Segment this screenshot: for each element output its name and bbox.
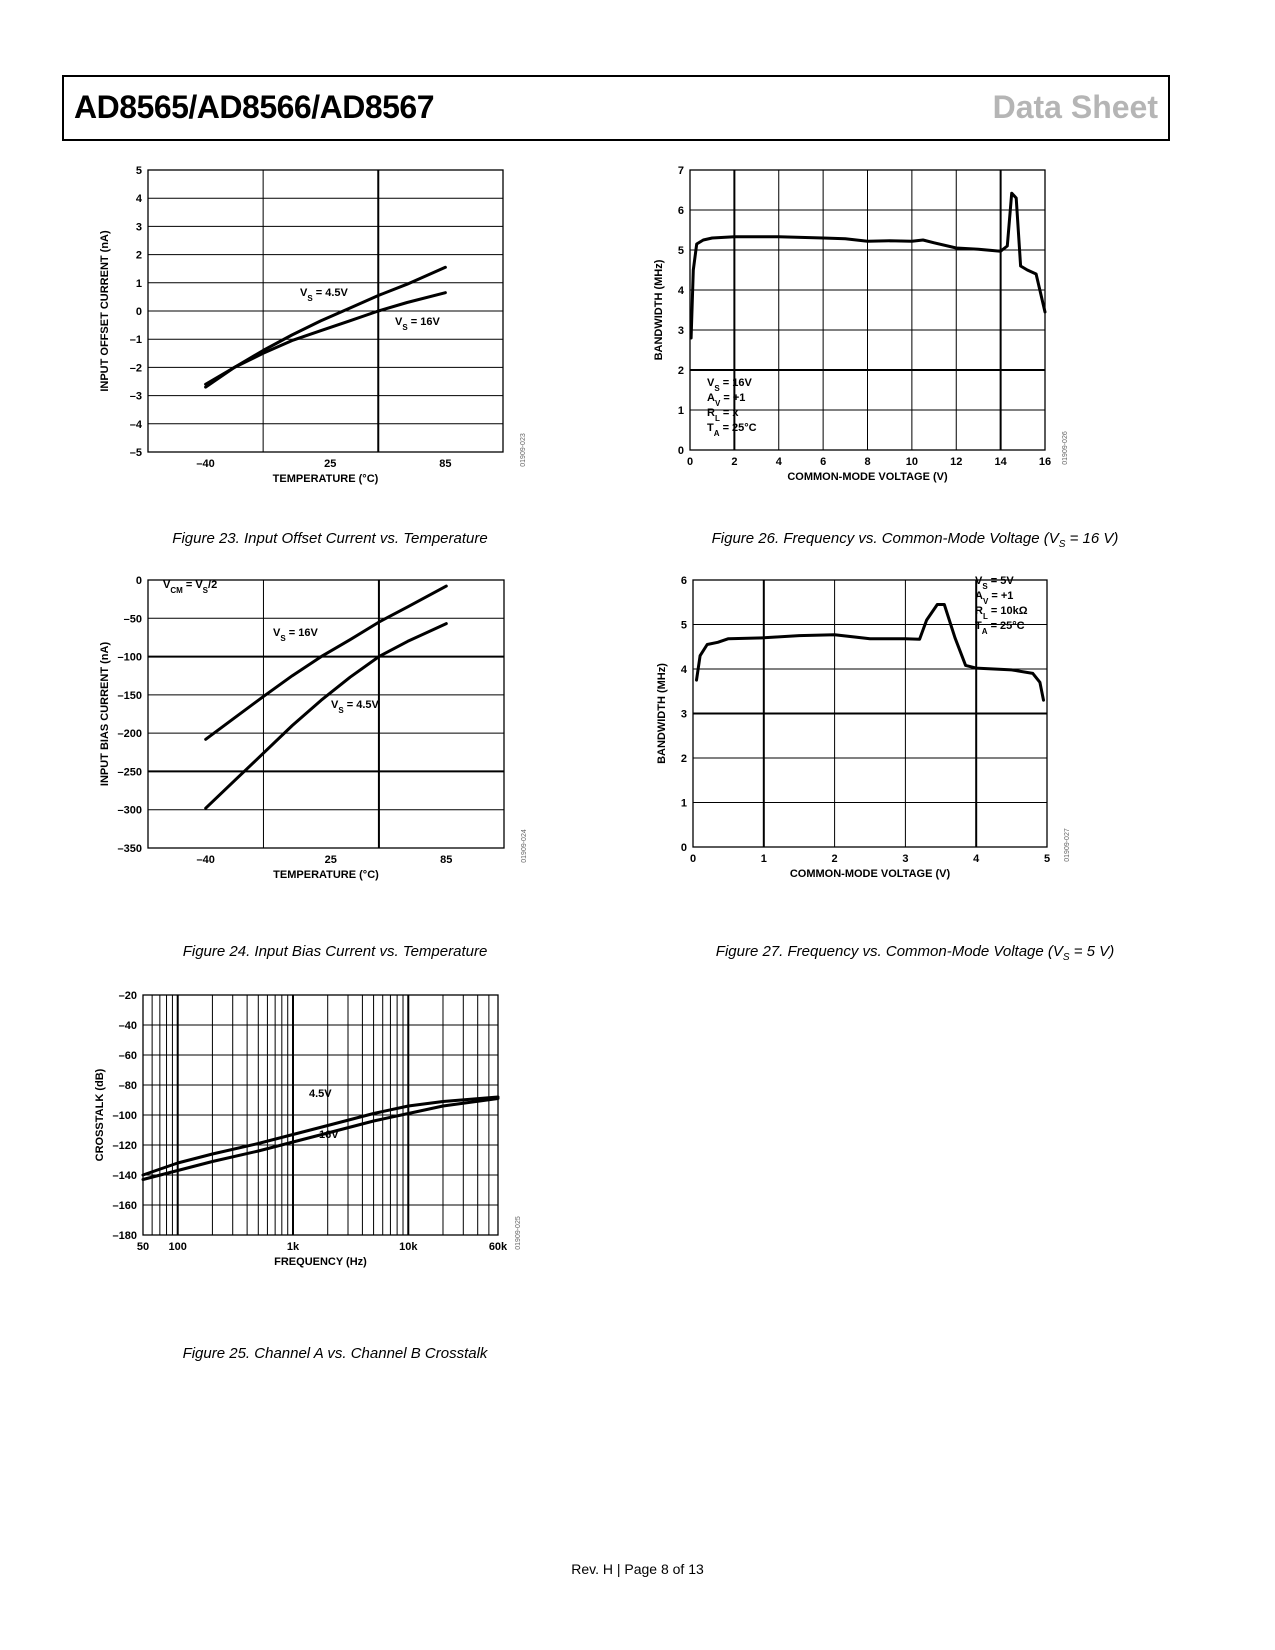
x-axis-title: FREQUENCY (Hz)	[274, 1256, 367, 1268]
figure-code: 01909-025	[515, 1216, 522, 1250]
x-tick-label: 2	[731, 456, 738, 468]
y-axis-title: BANDWIDTH (MHz)	[653, 259, 665, 361]
series-annotation: $V_S = 4.5V$	[331, 699, 379, 715]
y-tick-label: 2	[677, 365, 684, 377]
y-tick-label: –120	[112, 1140, 137, 1152]
y-tick-label: –300	[117, 804, 142, 817]
y-tick-label: 1	[677, 405, 684, 417]
x-tick-label: 25	[324, 458, 337, 470]
series-annotation: 16V	[319, 1129, 339, 1141]
x-tick-label: 12	[950, 456, 963, 468]
x-tick-label: –40	[196, 458, 215, 470]
series-line-2	[206, 293, 446, 385]
figure-25-chart	[94, 990, 555, 1333]
x-tick-label: 4	[775, 456, 782, 468]
y-tick-label: –350	[117, 843, 142, 855]
figure-26-caption	[655, 530, 1175, 550]
plot-frame	[148, 580, 504, 848]
y-tick-label: –180	[112, 1230, 137, 1242]
condition-legend-line: $A_V = +1$	[707, 392, 746, 408]
figure-27-svg	[656, 575, 1145, 923]
x-tick-label: 85	[440, 854, 453, 866]
condition-legend-line: $T_A = 25^\circ C$	[975, 620, 1025, 636]
x-tick-label: 16	[1038, 456, 1052, 468]
y-tick-label: –250	[117, 766, 142, 779]
x-tick-label: 8	[864, 456, 871, 468]
condition-legend-line: $T_A = 25^\circ C$	[707, 422, 757, 438]
y-tick-label: –1	[129, 334, 142, 347]
figure-27-caption-main: Figure 27. Frequency vs. Common-Mode Voltage (V	[715, 943, 1063, 960]
condition-legend-line: $R_L = 10k\Omega$	[975, 605, 1028, 621]
x-axis-title: COMMON-MODE VOLTAGE (V)	[787, 471, 948, 483]
page-footer: Rev. H | Page 8 of 13	[571, 1561, 704, 1577]
y-tick-label: 3	[677, 325, 684, 337]
x-tick-label: 4	[973, 853, 980, 865]
x-axis-title: TEMPERATURE (°C)	[273, 869, 379, 881]
y-tick-label: 0	[135, 575, 142, 587]
x-tick-label: 50	[136, 1241, 150, 1253]
series-annotation: $V_S = 4.5V$	[300, 287, 348, 303]
x-tick-label: 14	[994, 456, 1007, 468]
x-axis-title: TEMPERATURE (°C)	[272, 473, 379, 485]
y-tick-label: 6	[677, 205, 684, 217]
y-tick-label: –2	[129, 362, 142, 375]
figure-code: 01909-026	[1062, 431, 1069, 465]
y-tick-label: –60	[118, 1050, 137, 1062]
x-tick-label: 1	[760, 853, 767, 865]
condition-legend-line: $V_S = 16V$	[707, 377, 752, 393]
y-tick-label: 5	[677, 245, 684, 257]
y-tick-label: –80	[118, 1080, 137, 1092]
series-line-1	[697, 605, 1044, 701]
figure-24-chart	[95, 575, 555, 923]
series-annotation: $V_{CM} = V_S/2$	[163, 579, 218, 595]
y-tick-label: –160	[112, 1200, 137, 1212]
x-tick-label: 60k	[488, 1241, 508, 1253]
y-tick-label: 4	[135, 193, 142, 206]
y-tick-label: –20	[118, 990, 137, 1002]
y-tick-label: –40	[118, 1020, 137, 1032]
figure-27-caption-sub: S	[1062, 952, 1070, 963]
figure-26-caption-rest: = 16 V)	[1065, 530, 1119, 547]
y-tick-label: 2	[135, 249, 142, 262]
y-tick-label: 4	[677, 285, 684, 297]
x-tick-label: 0	[689, 853, 697, 865]
figure-24-svg	[95, 575, 555, 923]
x-tick-label: 0	[686, 456, 694, 468]
page-header	[62, 75, 1170, 141]
y-tick-label: 5	[680, 619, 687, 632]
figure-27-chart	[656, 575, 1145, 923]
x-tick-label: 3	[902, 853, 909, 865]
x-tick-label: 5	[1043, 853, 1051, 865]
part-number: AD8565/AD8566/AD8567	[74, 89, 434, 125]
figure-24-caption: Figure 24. Input Bias Current vs. Temperature	[182, 943, 488, 960]
figure-26-caption-main: Figure 26. Frequency vs. Common-Mode Voltage (V	[711, 530, 1059, 547]
y-tick-label: 0	[680, 842, 687, 854]
x-tick-label: 1k	[286, 1241, 300, 1253]
figure-27-caption	[655, 943, 1175, 963]
y-axis-title: INPUT BIAS CURRENT (nA)	[99, 641, 111, 787]
y-tick-label: 1	[135, 277, 142, 290]
y-tick-label: –150	[117, 689, 142, 702]
figure-26-svg	[653, 165, 1145, 513]
figure-23-chart	[95, 165, 555, 513]
y-tick-label: –4	[129, 418, 142, 431]
series-line-1	[206, 586, 447, 739]
y-axis-title: INPUT OFFSET CURRENT (nA)	[99, 230, 111, 392]
y-axis-title: BANDWIDTH (MHz)	[656, 663, 668, 764]
series-annotation: $V_S = 16V$	[273, 627, 318, 643]
condition-legend-line: $R_L = x$	[707, 407, 739, 423]
x-tick-label: 10	[905, 456, 918, 468]
y-tick-label: –5	[129, 447, 142, 459]
y-tick-label: –140	[112, 1170, 137, 1182]
figure-code: 01909-027	[1064, 828, 1071, 862]
y-axis-title: CROSSTALK (dB)	[94, 1068, 106, 1162]
condition-legend-line: $A_V = +1$	[975, 590, 1014, 606]
y-tick-label: 3	[680, 708, 687, 721]
y-tick-label: –100	[112, 1110, 137, 1122]
x-tick-label: 10k	[399, 1241, 418, 1253]
series-annotation: 4.5V	[309, 1088, 332, 1100]
figure-25-caption: Figure 25. Channel A vs. Channel B Crosstalk	[182, 1345, 488, 1362]
figure-26-chart	[653, 165, 1145, 513]
y-tick-label: 1	[680, 797, 687, 810]
x-axis-title: COMMON-MODE VOLTAGE (V)	[789, 868, 951, 880]
x-tick-label: 100	[168, 1241, 187, 1253]
y-tick-label: 2	[680, 753, 687, 765]
condition-legend-line: $V_S = 5V$	[975, 575, 1014, 591]
x-tick-label: 2	[831, 853, 838, 865]
y-tick-label: 0	[677, 445, 684, 457]
y-tick-label: –50	[123, 613, 142, 626]
series-annotation: $V_S = 16V$	[395, 316, 440, 332]
y-tick-label: 3	[135, 221, 142, 234]
y-tick-label: –200	[117, 728, 142, 741]
y-tick-label: –3	[129, 390, 142, 403]
y-tick-label: 6	[680, 575, 687, 587]
y-tick-label: –100	[117, 651, 142, 664]
figure-code: 01909-023	[520, 433, 527, 467]
figure-26-caption-sub: S	[1058, 539, 1066, 550]
y-tick-label: 4	[680, 664, 687, 676]
y-tick-label: 0	[135, 306, 142, 318]
x-tick-label: 25	[324, 854, 337, 866]
figure-27-caption-rest: = 5 V)	[1069, 943, 1115, 960]
figure-code: 01909-024	[521, 829, 528, 863]
figure-25-svg	[94, 990, 555, 1333]
x-tick-label: –40	[196, 854, 215, 866]
y-tick-label: 5	[135, 165, 142, 177]
series-line-1	[691, 193, 1045, 338]
doc-type-label: Data Sheet	[992, 89, 1158, 125]
x-tick-label: 6	[820, 456, 827, 468]
series-line-2	[206, 624, 447, 809]
figure-23-caption: Figure 23. Input Offset Current vs. Temperature	[172, 530, 488, 547]
figure-23-svg	[95, 165, 555, 513]
y-tick-label: 7	[677, 165, 684, 177]
x-tick-label: 85	[439, 458, 452, 470]
